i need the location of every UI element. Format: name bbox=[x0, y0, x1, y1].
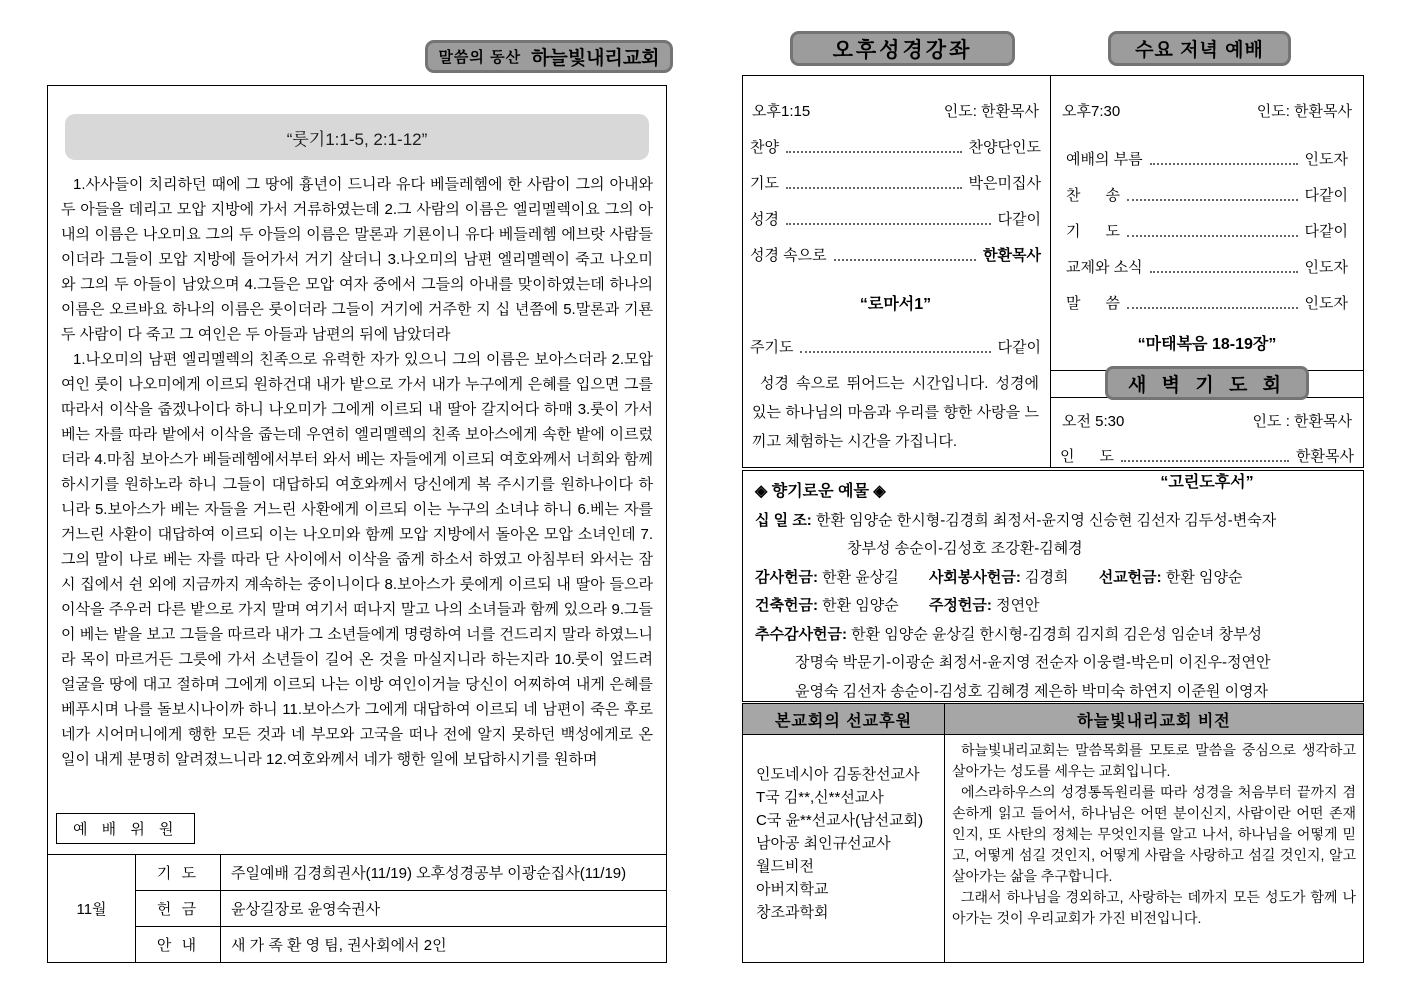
list-item: 기 도 다같이 bbox=[1066, 223, 1348, 240]
church-motto: 말씀의 동산 bbox=[438, 49, 522, 66]
service-leader: 인도: 한환목사 bbox=[1256, 103, 1352, 120]
support-vision-table bbox=[742, 703, 1364, 963]
scripture-paragraph-1: 1.사사들이 치리하던 때에 그 땅에 흉년이 드니라 유다 베들레헴에 한 사람이 그의 아내와 두 아들을 데리고 모압 지방에 가서 거류하였는데 2.그 사람의 이름은 엘리멜렉이요 그의 아내의 이름은 나오미요 그의 두 아들의 이름은 말론과 기룐이니 유다 베들레헴 에브랏 사람들이더라 그들이 모압 지방에 들어가서 거기 살더니 3.나오미의 남편 엘리멜렉이 죽고 나오미와 그의 두 아들이 남았으며 4.그들은 모압 여자 중에서 그들의 아내를 맞이하였는데 하나의 이름은 오르바요 하나의 이름은 룻이더라 그들이 거기에 거주한 지 십 년쯤에 5.말론과 기룐 두 사람이 다 죽고 그 여인은 두 아들과 남편의 뒤에 남았더라 bbox=[61, 176, 653, 343]
table-row bbox=[48, 855, 667, 891]
vision-paragraph: 그래서 하나님을 경외하고, 사랑하는 데까지 모든 성도가 함께 나아가는 것이 우리교회가 가진 비전입니다. bbox=[952, 889, 1356, 926]
scripture-page bbox=[47, 85, 667, 963]
list-item: 성경 다같이 bbox=[750, 211, 1041, 228]
dotted-leader bbox=[786, 187, 962, 189]
committee-row-label: 기 도 bbox=[136, 855, 221, 891]
dotted-leader bbox=[834, 259, 976, 261]
vision-text bbox=[945, 735, 1363, 962]
scripture-title-bar bbox=[65, 114, 649, 160]
mission-support-header: 본교회의 선교후원 bbox=[743, 704, 945, 735]
list-item: 아버지학교 bbox=[756, 881, 829, 898]
dotted-leader bbox=[1150, 271, 1298, 273]
list-item: 찬 송 다같이 bbox=[1066, 187, 1348, 204]
list-item: 남아공 최인규선교사 bbox=[756, 835, 891, 852]
vision-paragraph: 에스라하우스의 성경통독원리를 따라 성경을 처음부터 끝까지 겸손하게 읽고 들어서, 하나님은 어떤 분이신지, 사람이란 어떤 존재인지, 또 사탄의 정체는 무엇인지를 알고 나서, 하나님을 어떻게 믿고, 어떻게 섬길 것인지, 어떻게 사람을 사랑하고 섬길 것인지, 알고 살아가는 삶을 추구합니다. bbox=[952, 784, 1356, 884]
lords-prayer-row: 주기도 다같이 bbox=[750, 339, 1041, 356]
dotted-leader bbox=[1127, 307, 1298, 309]
tithe-line: 십 일 조: 한환 임양순 한시형-김경희 최정서-윤지영 신승현 김선자 김두성-변숙자 bbox=[755, 511, 1277, 529]
afternoon-passage: “로마서1” bbox=[859, 296, 932, 313]
vision-header: 하늘빛내리교회 비전 bbox=[945, 704, 1363, 735]
harvest-line: 추수감사헌금: 한환 임양순 윤상길 한시형-김경희 김지희 김은성 임순녀 창부성 bbox=[755, 625, 1263, 643]
dotted-leader bbox=[786, 151, 962, 153]
offerings-title: ◈ 향기로운 예물 ◈ bbox=[755, 483, 886, 500]
wednesday-time-row bbox=[1060, 100, 1354, 121]
list-item: T국 김**,신**선교사 bbox=[756, 789, 884, 806]
service-leader: 인도 : 한환목사 bbox=[1252, 413, 1352, 430]
worship-committee-table bbox=[47, 854, 667, 963]
service-time: 오후7:30 bbox=[1062, 103, 1121, 120]
afternoon-items bbox=[750, 136, 1041, 265]
service-time: 오전 5:30 bbox=[1062, 413, 1125, 430]
tithe-line-continued: 창부성 송순이-김성호 조강환-김혜경 bbox=[847, 540, 1083, 557]
scripture-paragraph-2: 1.나오미의 남편 엘리멜렉의 친족으로 유력한 자가 있으니 그의 이름은 보아스더라 2.모압 여인 룻이 나오미에게 이르되 원하건대 내가 밭으로 가서 내가 누구에게 은혜를 입으면 그를 따라서 이삭을 줍겠나이다 하니 나오미가 그에게 이르되 내 딸아 갈지어다 하매 3.룻이 가서 베는 자를 따라 밭에서 이삭을 줍는데 우연히 엘리멜렉의 친족 보아스에게 속한 밭에 이르렀더라 4.마침 보아스가 베들레헴에서부터 와서 베는 자들에게 이르되 여호와께서 너희와 함께 하시기를 원하노라 하니 그들이 대답하되 여호와께서 당신에게 복 주시기를 원하나이다 하니라 5.보아스가 베는 자들을 거느린 사환에게 이르되 이는 누구의 소녀냐 하니 6.베는 자를 거느린 사환이 대답하여 이르되 이는 나오미와 함께 모압 지방에서 돌아온 모압 소녀인데 7.그의 말이 나로 베는 자를 따라 단 사이에서 이삭을 줍게 하소서 하였고 아침부터 와서는 잠시 집에서 쉰 외에 지금까지 계속하는 중이니이다 8.보아스가 룻에게 이르되 내 딸아 들으라 이삭을 주우러 다른 밭으로 가지 말며 여기서 떠나지 말고 나의 소녀들과 함께 있으라 9.그들이 베는 밭을 보고 그들을 따르라 내가 그 소년들에게 명령하여 너를 건드리지 말라 하였느니라 목이 마르거든 그릇에 가서 소년들이 길어 온 것을 마실지니라 하는지라 10.룻이 엎드려 얼굴을 땅에 대고 절하며 그에게 이르되 나는 이방 여인이거늘 당신이 어찌하여 내게 은혜를 베푸시며 나를 돌보시나이까 하니 11.보아스가 그에게 대답하여 이르되 네 남편이 죽은 후로 네가 시어머니에게 행한 모든 것과 네 부모와 고국을 떠나 전에 알지 못하던 백성에게로 온 일이 내게 분명히 알려졌느니라 12.여호와께서 네가 행한 일에 보답하시기를 원하며 bbox=[61, 351, 653, 768]
dotted-leader bbox=[1127, 199, 1298, 201]
mission-list bbox=[743, 735, 945, 962]
dawn-prayer-header-band bbox=[1051, 370, 1363, 398]
vision-paragraph: 하늘빛내리교회는 말씀목회를 모토로 말씀을 중심으로 생각하고 살아가는 성도를 세우는 교회입니다. bbox=[952, 742, 1356, 779]
committee-row-value: 새 가 족 환 영 팀, 권사회에서 2인 bbox=[221, 927, 667, 963]
dotted-leader bbox=[800, 351, 990, 353]
church-name-badge bbox=[425, 40, 673, 73]
scripture-body bbox=[48, 172, 666, 817]
list-item: 기도 박은미집사 bbox=[750, 175, 1041, 192]
list-item: 찬양 찬양단인도 bbox=[750, 139, 1041, 156]
list-item: 월드비전 bbox=[756, 858, 814, 875]
dotted-leader bbox=[786, 223, 991, 225]
harvest-line-continued: 윤영숙 김선자 송순이-김성호 김혜경 제은하 박미숙 하연지 이준원 이영자 bbox=[795, 682, 1269, 700]
table-row bbox=[48, 927, 667, 963]
dotted-leader bbox=[1121, 460, 1289, 462]
list-item: 교제와 소식 인도자 bbox=[1066, 259, 1348, 276]
afternoon-class-section bbox=[743, 76, 1051, 467]
dotted-leader bbox=[1150, 163, 1298, 165]
wednesday-passage: “마태복음 18-19장” bbox=[1137, 336, 1277, 353]
services-box bbox=[742, 75, 1364, 491]
scripture-reference: “룻기1:1-5, 2:1-12” bbox=[286, 129, 428, 149]
service-time: 오후1:15 bbox=[752, 103, 811, 120]
dawn-time-row bbox=[1060, 410, 1354, 431]
afternoon-class-badge: 오후성경강좌 bbox=[790, 31, 1015, 66]
dotted-leader bbox=[1127, 235, 1298, 237]
dawn-passage: “고린도후서” bbox=[1160, 474, 1254, 491]
wednesday-service-section bbox=[1051, 76, 1363, 491]
offering-row: 감사헌금: 한환 윤상길 사회봉사헌금: 김경희 선교헌금: 한환 임양순 bbox=[755, 568, 1243, 586]
church-name: 하늘빛내리교회 bbox=[531, 48, 660, 69]
wednesday-service-badge: 수요 저녁 예배 bbox=[1108, 31, 1291, 66]
list-item: 예배의 부름 인도자 bbox=[1066, 151, 1348, 168]
list-item: 창조과학회 bbox=[756, 904, 829, 921]
dawn-leader-row: 인 도 한환목사 bbox=[1060, 448, 1354, 465]
afternoon-time-row bbox=[750, 100, 1041, 121]
offering-row: 건축헌금: 한환 임양순 주정헌금: 정연안 bbox=[755, 597, 1040, 614]
list-item: C국 윤**선교사(남선교회) bbox=[756, 812, 924, 829]
offerings-box bbox=[742, 470, 1364, 702]
dawn-prayer-badge: 새 벽 기 도 회 bbox=[1105, 366, 1309, 400]
list-item: 인도네시아 김동찬선교사 bbox=[756, 766, 920, 783]
committee-row-label: 안 내 bbox=[136, 927, 221, 963]
harvest-line-continued: 장명숙 박문기-이광순 최정서-윤지영 전순자 이웅렬-박은미 이진우-정연안 bbox=[795, 654, 1271, 671]
list-item: 말 씀 인도자 bbox=[1066, 295, 1348, 312]
committee-row-value: 윤상길장로 윤영숙권사 bbox=[221, 891, 667, 927]
committee-month: 11월 bbox=[48, 855, 136, 963]
afternoon-description: 성경 속으로 뛰어드는 시간입니다. 성경에 있는 하나님의 마음과 우리를 향한 사랑을 느끼고 체험하는 시간을 가집니다. bbox=[752, 375, 1039, 450]
committee-row-label: 헌 금 bbox=[136, 891, 221, 927]
list-item: 성경 속으로 한환목사 bbox=[750, 247, 1041, 264]
worship-committee-label: 예 배 위 원 bbox=[56, 813, 195, 844]
wednesday-items bbox=[1060, 133, 1354, 313]
service-leader: 인도: 한환목사 bbox=[943, 103, 1039, 120]
table-row bbox=[48, 891, 667, 927]
committee-row-value: 주일예배 김경희권사(11/19) 오후성경공부 이광순집사(11/19) bbox=[221, 855, 667, 891]
